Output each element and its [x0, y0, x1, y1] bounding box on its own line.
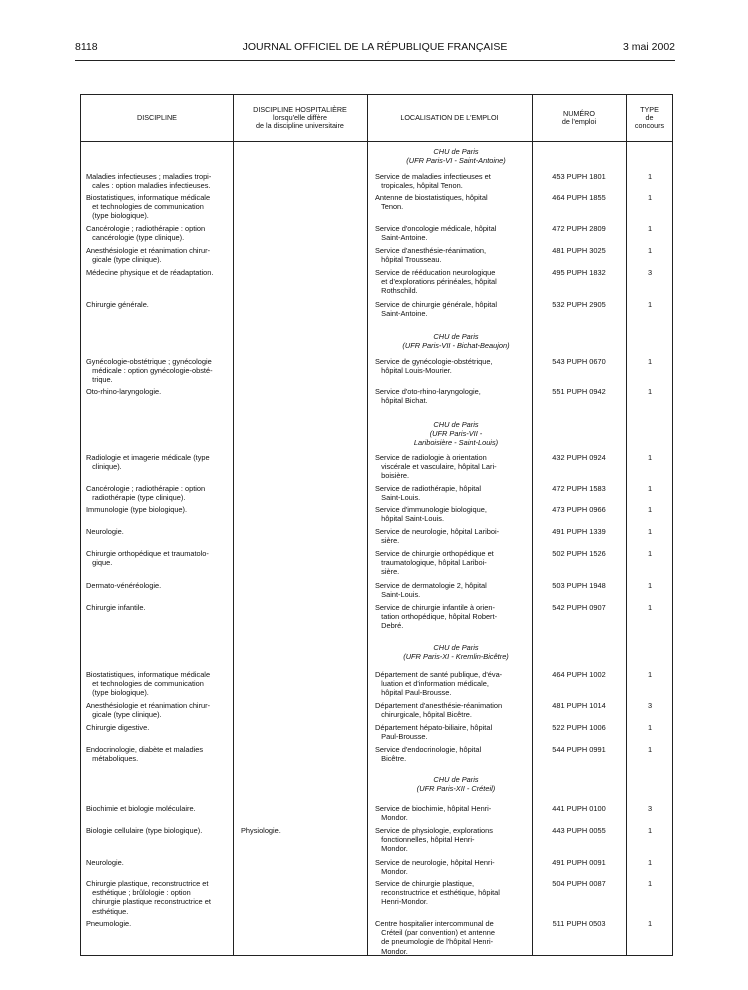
column-divider	[367, 95, 368, 955]
discipline-cell: Anesthésiologie et réanimation chirur- gicale (type clinique).	[86, 246, 211, 265]
position-number: 473 PUPH 0966	[552, 505, 606, 514]
competition-type: 1	[647, 224, 653, 233]
discipline-cell: Chirurgie digestive.	[86, 723, 150, 732]
competition-type: 1	[647, 505, 653, 514]
discipline-cell: Immunologie (type biologique).	[86, 505, 188, 514]
position-number: 502 PUPH 1526	[552, 549, 606, 558]
location-cell: Service de radiologie à orientation viscérale et vasculaire, hôpital Lari- boisière.	[375, 453, 497, 481]
competition-type: 1	[647, 858, 653, 867]
competition-type: 3	[647, 268, 653, 277]
position-number: 495 PUPH 1832	[552, 268, 606, 277]
location-cell: Service de chirurgie plastique, reconstructrice et esthétique, hôpital Henri-Mondor.	[375, 879, 500, 907]
header-rule	[75, 60, 675, 61]
journal-title: JOURNAL OFFICIEL DE LA RÉPUBLIQUE FRANÇAISE	[242, 41, 508, 53]
position-number: 472 PUPH 1583	[552, 484, 606, 493]
position-number: 472 PUPH 2809	[552, 224, 606, 233]
location-cell: Service de dermatologie 2, hôpital Saint-Louis.	[375, 581, 487, 600]
discipline-cell: Chirurgie infantile.	[86, 603, 146, 612]
competition-type: 1	[647, 300, 653, 309]
position-number: 551 PUPH 0942	[552, 387, 606, 396]
column-divider	[233, 95, 234, 955]
position-number: 544 PUPH 0991	[552, 745, 606, 754]
position-number: 481 PUPH 3025	[552, 246, 606, 255]
establishment-heading: CHU de Paris (UFR Paris-VI - Saint-Antoine)	[406, 147, 506, 166]
discipline-cell: Pneumologie.	[86, 919, 132, 928]
competition-type: 1	[647, 527, 653, 536]
location-cell: Service de radiothérapie, hôpital Saint-Louis.	[375, 484, 481, 503]
discipline-cell: Neurologie.	[86, 527, 124, 536]
position-number: 532 PUPH 2905	[552, 300, 606, 309]
location-cell: Service d'anesthésie-réanimation, hôpital Trousseau.	[375, 246, 487, 265]
discipline-cell: Biostatistiques, informatique médicale et technologies de communication (type biologique).	[86, 670, 211, 698]
competition-type: 1	[647, 879, 653, 888]
location-cell: Service de rééducation neurologique et d'explorations périnéales, hôpital Rothschild.	[375, 268, 497, 296]
position-number: 542 PUPH 0907	[552, 603, 606, 612]
location-cell: Département hépato-biliaire, hôpital Paul-Brousse.	[375, 723, 493, 742]
position-number: 464 PUPH 1855	[552, 193, 606, 202]
header-hospital-discipline: DISCIPLINE HOSPITALIÈRE lorsqu'elle diffère de la discipline universitaire	[253, 105, 347, 130]
publication-date: 3 mai 2002	[623, 41, 675, 53]
location-cell: Service de physiologie, explorations fonctionnelles, hôpital Henri- Mondor.	[375, 826, 493, 854]
position-number: 443 PUPH 0055	[552, 826, 606, 835]
location-cell: Département d'anesthésie-réanimation chirurgicale, hôpital Bicêtre.	[375, 701, 503, 720]
establishment-heading: CHU de Paris (UFR Paris-VII - Lariboisière - Saint-Louis)	[413, 420, 499, 448]
competition-type: 1	[647, 172, 653, 181]
discipline-cell: Anesthésiologie et réanimation chirur- gicale (type clinique).	[86, 701, 211, 720]
position-number: 522 PUPH 1006	[552, 723, 606, 732]
location-cell: Antenne de biostatistiques, hôpital Tenon.	[375, 193, 488, 212]
competition-type: 1	[647, 246, 653, 255]
competition-type: 1	[647, 484, 653, 493]
discipline-cell: Chirurgie orthopédique et traumatolo- gique.	[86, 549, 209, 568]
location-cell: Service de biochimie, hôpital Henri- Mondor.	[375, 804, 492, 823]
establishment-heading: CHU de Paris (UFR Paris-XI - Kremlin-Bicêtre)	[403, 643, 509, 662]
discipline-cell: Cancérologie ; radiothérapie : option radiothérapie (type clinique).	[86, 484, 206, 503]
location-cell: Service d'oto-rhino-laryngologie, hôpital Bichat.	[375, 387, 481, 406]
competition-type: 1	[647, 670, 653, 679]
competition-type: 1	[647, 826, 653, 835]
positions-table	[80, 94, 673, 956]
competition-type: 3	[647, 804, 653, 813]
location-cell: Service de chirurgie infantile à orien- tation orthopédique, hôpital Robert- Debré.	[375, 603, 498, 631]
header-location: LOCALISATION DE L'EMPLOI	[400, 113, 499, 122]
competition-type: 1	[647, 549, 653, 558]
competition-type: 1	[647, 357, 653, 366]
discipline-cell: Gynécologie-obstétrique ; gynécologie médicale : option gynécologie-obsté- trique.	[86, 357, 213, 385]
discipline-cell: Chirurgie plastique, reconstructrice et esthétique ; brûlologie : option chirurgie plastique reconstructrice et esthétique.	[86, 879, 211, 916]
discipline-cell: Maladies infectieuses ; maladies tropi- cales : option maladies infectieuses.	[86, 172, 212, 191]
discipline-cell: Médecine physique et de réadaptation.	[86, 268, 214, 277]
page-header	[75, 41, 675, 57]
location-cell: Service de chirurgie orthopédique et traumatologique, hôpital Lariboi- sière.	[375, 549, 494, 577]
discipline-cell: Radiologie et imagerie médicale (type clinique).	[86, 453, 210, 472]
position-number: 432 PUPH 0924	[552, 453, 606, 462]
location-cell: Centre hospitalier intercommunal de Créteil (par convention) et antenne de pneumologie de l'hôpital Henri- Mondor.	[375, 919, 495, 956]
discipline-cell: Oto-rhino-laryngologie.	[86, 387, 162, 396]
competition-type: 1	[647, 193, 653, 202]
location-cell: Service de maladies infectieuses et tropicales, hôpital Tenon.	[375, 172, 491, 191]
competition-type: 1	[647, 919, 653, 928]
competition-type: 1	[647, 745, 653, 754]
discipline-cell: Cancérologie ; radiothérapie : option cancérologie (type clinique).	[86, 224, 206, 243]
discipline-cell: Endocrinologie, diabète et maladies métaboliques.	[86, 745, 204, 764]
location-cell: Service de neurologie, hôpital Henri- Mondor.	[375, 858, 495, 877]
table-header	[81, 95, 672, 142]
hospital-discipline-cell: Physiologie.	[241, 826, 281, 835]
header-number: NUMÉRO de l'emploi	[561, 109, 597, 126]
page-number: 8118	[75, 41, 98, 53]
position-number: 481 PUPH 1014	[552, 701, 606, 710]
discipline-cell: Biochimie et biologie moléculaire.	[86, 804, 196, 813]
location-cell: Service de neurologie, hôpital Lariboi- sière.	[375, 527, 500, 546]
location-cell: Service de gynécologie-obstétrique, hôpital Louis-Mourier.	[375, 357, 493, 376]
position-number: 491 PUPH 0091	[552, 858, 606, 867]
competition-type: 1	[647, 387, 653, 396]
location-cell: Département de santé publique, d'éva- luation et d'information médicale, hôpital Paul-Brousse.	[375, 670, 503, 698]
header-discipline: DISCIPLINE	[137, 113, 177, 122]
location-cell: Service d'endocrinologie, hôpital Bicêtre.	[375, 745, 482, 764]
discipline-cell: Neurologie.	[86, 858, 124, 867]
discipline-cell: Dermato-vénéréologie.	[86, 581, 162, 590]
position-number: 504 PUPH 0087	[552, 879, 606, 888]
competition-type: 1	[647, 603, 653, 612]
position-number: 543 PUPH 0670	[552, 357, 606, 366]
position-number: 491 PUPH 1339	[552, 527, 606, 536]
establishment-heading: CHU de Paris (UFR Paris-VII - Bichat-Beaujon)	[402, 332, 510, 351]
discipline-cell: Biostatistiques, informatique médicale et technologies de communication (type biologique).	[86, 193, 211, 221]
competition-type: 1	[647, 453, 653, 462]
position-number: 503 PUPH 1948	[552, 581, 606, 590]
position-number: 511 PUPH 0503	[552, 919, 606, 928]
position-number: 453 PUPH 1801	[552, 172, 606, 181]
establishment-heading: CHU de Paris (UFR Paris-XII - Créteil)	[416, 775, 496, 794]
position-number: 464 PUPH 1002	[552, 670, 606, 679]
competition-type: 3	[647, 701, 653, 710]
position-number: 441 PUPH 0100	[552, 804, 606, 813]
header-type: TYPE de concours	[634, 105, 665, 130]
location-cell: Service d'oncologie médicale, hôpital Saint-Antoine.	[375, 224, 497, 243]
competition-type: 1	[647, 581, 653, 590]
location-cell: Service de chirurgie générale, hôpital Saint-Antoine.	[375, 300, 498, 319]
discipline-cell: Biologie cellulaire (type biologique).	[86, 826, 203, 835]
discipline-cell: Chirurgie générale.	[86, 300, 149, 309]
competition-type: 1	[647, 723, 653, 732]
location-cell: Service d'immunologie biologique, hôpital Saint-Louis.	[375, 505, 487, 524]
